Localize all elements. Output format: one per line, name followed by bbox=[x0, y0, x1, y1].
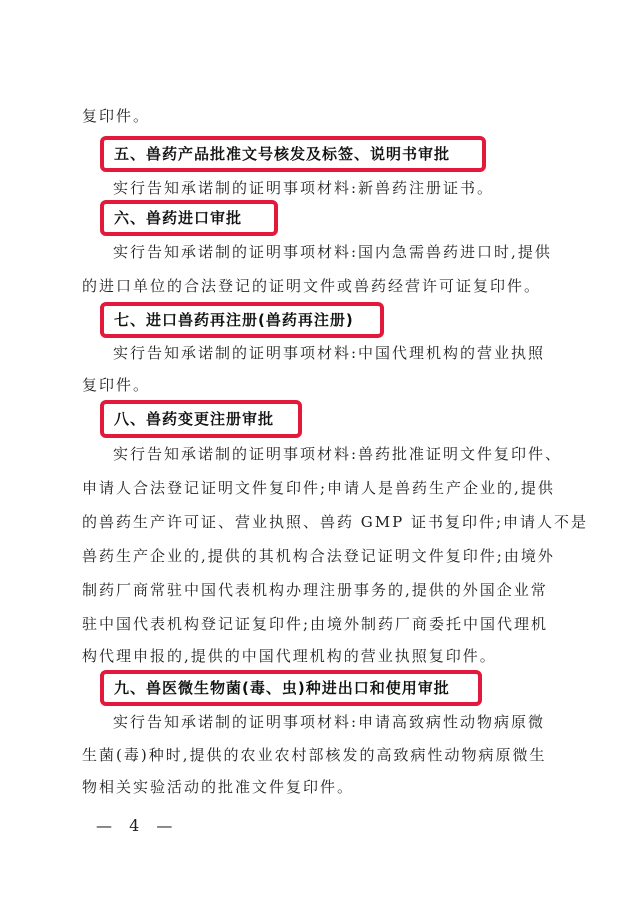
section-heading-8: 八、兽药变更注册审批 bbox=[114, 410, 275, 428]
paragraph-line: 实行告知承诺制的证明事项材料:新兽药注册证书。 bbox=[113, 179, 495, 197]
paragraph-line: 驻中国代表机构登记证复印件;由境外制药厂商委托中国代理机 bbox=[82, 615, 549, 633]
section-heading-7: 七、进口兽药再注册(兽药再注册) bbox=[114, 311, 354, 329]
section-heading-5: 五、兽药产品批准文号核发及标签、说明书审批 bbox=[114, 145, 451, 163]
paragraph-line: 物相关实验活动的批准文件复印件。 bbox=[82, 778, 355, 796]
paragraph-line: 的兽药生产许可证、营业执照、兽药 GMP 证书复印件;申请人不是 bbox=[82, 513, 589, 531]
paragraph-line: 的进口单位的合法登记的证明文件或兽药经营许可证复印件。 bbox=[82, 277, 542, 295]
paragraph-line: 兽药生产企业的,提供的其机构合法登记证明文件复印件;由境外 bbox=[82, 547, 555, 565]
section-heading-6: 六、兽药进口审批 bbox=[114, 209, 243, 227]
paragraph-line: 制药厂商常驻中国代表机构办理注册事务的,提供的外国企业常 bbox=[82, 581, 548, 599]
paragraph-line: 实行告知承诺制的证明事项材料:兽药批准证明文件复印件、 bbox=[113, 445, 563, 463]
paragraph-line: 复印件。 bbox=[82, 376, 151, 394]
paragraph-line: 实行告知承诺制的证明事项材料:国内急需兽药进口时,提供 bbox=[113, 243, 552, 261]
paragraph-line: 申请人合法登记证明文件复印件;申请人是兽药生产企业的,提供 bbox=[82, 479, 555, 497]
paragraph-line: 实行告知承诺制的证明事项材料:中国代理机构的营业执照 bbox=[113, 344, 546, 362]
paragraph-line: 构代理申报的,提供的中国代理机构的营业执照复印件。 bbox=[82, 647, 497, 665]
section-heading-9: 九、兽医微生物菌(毒、虫)种进出口和使用审批 bbox=[114, 679, 450, 697]
paragraph-line: 复印件。 bbox=[82, 107, 151, 125]
paragraph-line: 生菌(毒)种时,提供的农业农村部核发的高致病性动物病原微生 bbox=[82, 746, 547, 764]
paragraph-line: 实行告知承诺制的证明事项材料:申请高致病性动物病原微 bbox=[113, 713, 546, 731]
page-number: — 4 — bbox=[96, 816, 179, 835]
